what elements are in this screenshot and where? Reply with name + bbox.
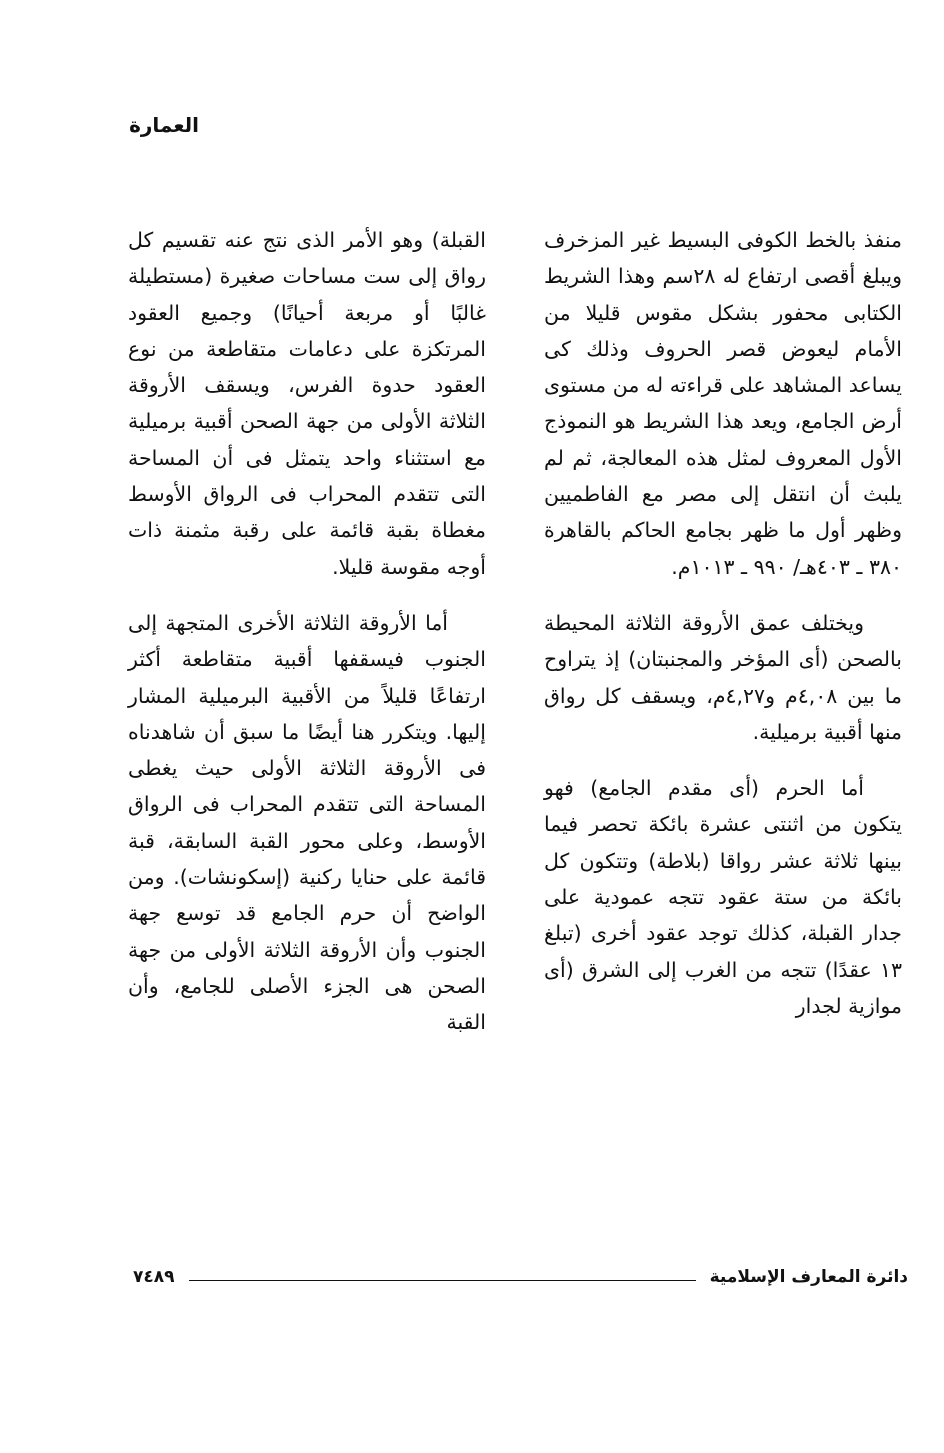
paragraph: ويختلف عمق الأروقة الثلاثة المحيطة بالصحن (أى المؤخر والمجنبتان) إذ يتراوح ما بين ٤,٠٨م و٤,٢٧م، ويسقف كل رواق منها أقبية برميلية.: [544, 610, 902, 744]
paragraph: القبلة) وهو الأمر الذى نتج عنه تقسيم كل رواق إلى ست مساحات صغيرة (مستطيلة غالبًا أو مربعة أحيانًا) وجميع العقود المرتكزة على دعامات متقاطعة من نوع العقود حدوة الفرس، ويسقف الأروقة الثلاثة الأولى من جهة الصحن أقبية برميلية مع استثناء واحد يتمثل فى أن المساحة التى تتقدم المحراب فى الرواق الأوسط مغطاة بقبة قائمة على رقبة مثمنة ذات أوجه مقوسة قليلا.: [128, 228, 486, 579]
paragraph: منفذ بالخط الكوفى البسيط غير المزخرف ويبلغ أقصى ارتفاع له ٢٨سم وهذا الشريط الكتابى محفور بشكل مقوس قليلا من الأمام ليعوض قصر الحروف وذلك كى يساعد المشاهد على قراءته له من مستوى أرض الجامع، ويعد هذا الشريط هو النموذج الأول المعروف لمثل هذه المعالجة، ثم لم يلبث أن انتقل إلى مصر مع الفاطميين وظهر أول ما ظهر بجامع الحاكم بالقاهرة ٣٨٠ ـ ٤٠٣هـ/ ٩٩٠ ـ ١٠١٣م.: [544, 228, 902, 579]
paragraph: أما الأروقة الثلاثة الأخرى المتجهة إلى الجنوب فيسقفها أقبية متقاطعة أكثر ارتفاعًا قليلاً من الأقبية البرميلية المشار إليها. ويتكرر هنا أيضًا ما سبق أن شاهدناه فى الأروقة الثلاثة الأولى حيث يغطى المساحة التى تتقدم المحراب فى الرواق الأوسط، وعلى محور القبة السابقة، قبة قائمة على حنايا ركنية (إسكونشات). ومن الواضح أن حرم الجامع قد توسع جهة الجنوب وأن الأروقة الثلاثة الأولى من جهة الصحن هى الجزء الأصلى للجامع، وأن القبة: [128, 610, 486, 1035]
left-text-column: [128, 222, 486, 1061]
footer-divider: [189, 1280, 696, 1281]
paragraph: أما الحرم (أى مقدم الجامع) فهو يتكون من اثنتى عشرة بائكة تحصر فيما بينها ثلاثة عشر رواقا (بلاطة) وتتكون كل بائكة من ستة عقود تتجه عمودية على جدار القبلة، كذلك توجد عقود أخرى (تبلغ ١٣ عقدًا) تتجه من الغرب إلى الشرق (أى موازية لجدار: [544, 776, 902, 1018]
running-header: العمارة: [129, 113, 199, 137]
right-text-column: [544, 222, 902, 1044]
page-number: ٧٤٨٩: [133, 1267, 175, 1287]
page-footer: [133, 1262, 908, 1292]
publication-title: دائرة المعارف الإسلامية: [709, 1267, 908, 1287]
